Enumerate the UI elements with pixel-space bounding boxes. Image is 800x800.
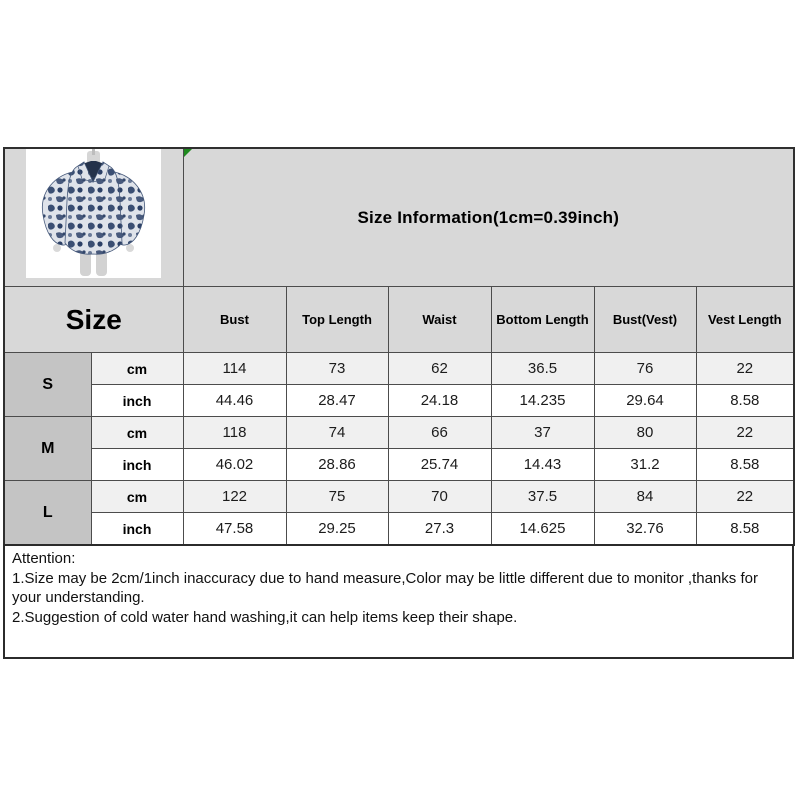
unit-label: inch xyxy=(91,513,183,546)
table-row-m-cm xyxy=(4,417,794,449)
header-bust-vest: Bust(Vest) xyxy=(594,287,696,353)
header-vest-length: Vest Length xyxy=(696,287,794,353)
cell-value: 114 xyxy=(183,353,286,385)
product-photo xyxy=(26,149,161,278)
cell-value: 76 xyxy=(594,353,696,385)
header-top-length: Top Length xyxy=(286,287,388,353)
cell-value: 66 xyxy=(388,417,491,449)
cell-value: 62 xyxy=(388,353,491,385)
size-label-l: L xyxy=(4,481,91,546)
unit-label: cm xyxy=(91,481,183,513)
unit-label: cm xyxy=(91,417,183,449)
cell-value: 14.625 xyxy=(491,513,594,546)
attention-line-1: 1.Size may be 2cm/1inch inaccuracy due to hand measure,Color may be little different due to monitor ,thanks for your understanding. xyxy=(12,569,758,606)
attention-note xyxy=(3,544,794,659)
cell-value: 36.5 xyxy=(491,353,594,385)
cell-value: 73 xyxy=(286,353,388,385)
page-title: Size Information(1cm=0.39inch) xyxy=(357,207,620,227)
cell-value: 74 xyxy=(286,417,388,449)
cell-value: 25.74 xyxy=(388,449,491,481)
size-table xyxy=(3,147,795,546)
table-row-m-inch xyxy=(4,449,794,481)
cell-value: 29.25 xyxy=(286,513,388,546)
cell-value: 31.2 xyxy=(594,449,696,481)
size-label-s: S xyxy=(4,353,91,417)
size-chart-sheet xyxy=(3,147,794,659)
cell-value: 37 xyxy=(491,417,594,449)
attention-line-2: 2.Suggestion of cold water hand washing,it can help items keep their shape. xyxy=(12,608,518,626)
unit-label: inch xyxy=(91,449,183,481)
cell-value: 70 xyxy=(388,481,491,513)
cell-value: 80 xyxy=(594,417,696,449)
cell-value: 75 xyxy=(286,481,388,513)
cell-value: 47.58 xyxy=(183,513,286,546)
title-cell xyxy=(183,148,794,287)
table-row-s-cm xyxy=(4,353,794,385)
cell-value: 44.46 xyxy=(183,385,286,417)
unit-label: inch xyxy=(91,385,183,417)
size-label-m: M xyxy=(4,417,91,481)
header-bust: Bust xyxy=(183,287,286,353)
unit-label: cm xyxy=(91,353,183,385)
green-corner-flag-icon xyxy=(184,149,192,157)
product-photo-cell xyxy=(4,148,183,287)
cell-value: 84 xyxy=(594,481,696,513)
jacket-illustration xyxy=(26,149,161,278)
cell-value: 22 xyxy=(696,481,794,513)
header-bottom-length: Bottom Length xyxy=(491,287,594,353)
header-size: Size xyxy=(4,287,183,353)
cell-value: 24.18 xyxy=(388,385,491,417)
table-row-l-cm xyxy=(4,481,794,513)
cell-value: 8.58 xyxy=(696,385,794,417)
cell-value: 28.47 xyxy=(286,385,388,417)
cell-value: 37.5 xyxy=(491,481,594,513)
cell-value: 22 xyxy=(696,417,794,449)
cell-value: 28.86 xyxy=(286,449,388,481)
table-row-l-inch xyxy=(4,513,794,546)
cell-value: 8.58 xyxy=(696,449,794,481)
table-row-s-inch xyxy=(4,385,794,417)
cell-value: 32.76 xyxy=(594,513,696,546)
attention-heading: Attention: xyxy=(12,550,76,567)
cell-value: 122 xyxy=(183,481,286,513)
cell-value: 46.02 xyxy=(183,449,286,481)
cell-value: 27.3 xyxy=(388,513,491,546)
cell-value: 22 xyxy=(696,353,794,385)
cell-value: 118 xyxy=(183,417,286,449)
header-waist: Waist xyxy=(388,287,491,353)
cell-value: 14.235 xyxy=(491,385,594,417)
cell-value: 29.64 xyxy=(594,385,696,417)
cell-value: 8.58 xyxy=(696,513,794,546)
cell-value: 14.43 xyxy=(491,449,594,481)
